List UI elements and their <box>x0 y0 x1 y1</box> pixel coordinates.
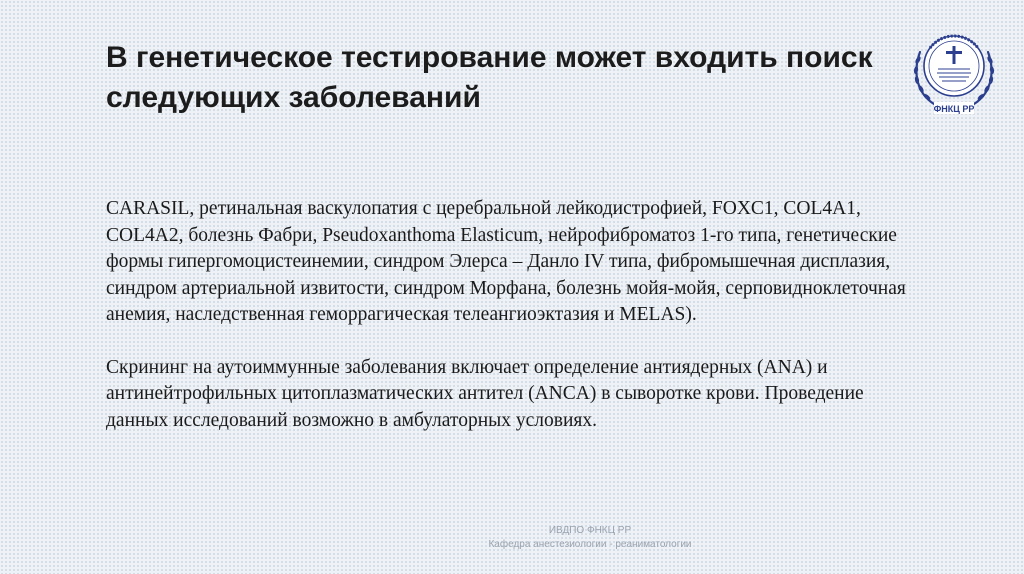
autoimmune-screening-paragraph: Скрининг на аутоиммунные заболевания включает определение антиядерных (ANA) и антинейтрофильных цитоплазматических антител (ANCA) в сыворотке крови. Проведение данных исследований возможно в амбулаторных условиях. <box>106 356 864 431</box>
footer-department: Кафедра анестезиологии - реаниматологии <box>488 539 692 550</box>
fnkc-rr-logo <box>904 26 1004 120</box>
fnkc-rr-emblem-icon <box>904 26 1004 120</box>
genetic-diseases-paragraph: CARASIL, ретинальная васкулопатия с церебральной лейкодистрофией, FOXC1, COL4A1, COL4A2, болезнь Фабри, Pseudoxanthoma Elasticum, нейрофиброматоз 1-го типа, генетические формы гипергомоцистеинемии, синдром Элерса – Данло IV типа, фибромышечная дисплазия, синдром артериальной извитости, синдром Морфана, болезнь мойя-мойя, серповидноклеточная анемия, наследственная геморрагическая телеангиоэктазия и MELAS). <box>106 198 906 325</box>
slide-title: В генетическое тестирование может входить поиск следующих заболеваний <box>106 41 873 114</box>
footer-organization: ИВДПО ФНКЦ РР <box>548 525 632 536</box>
logo-text: ФНКЦ РР <box>933 104 975 114</box>
slide-footer <box>0 524 1024 552</box>
slide-body <box>106 196 906 460</box>
